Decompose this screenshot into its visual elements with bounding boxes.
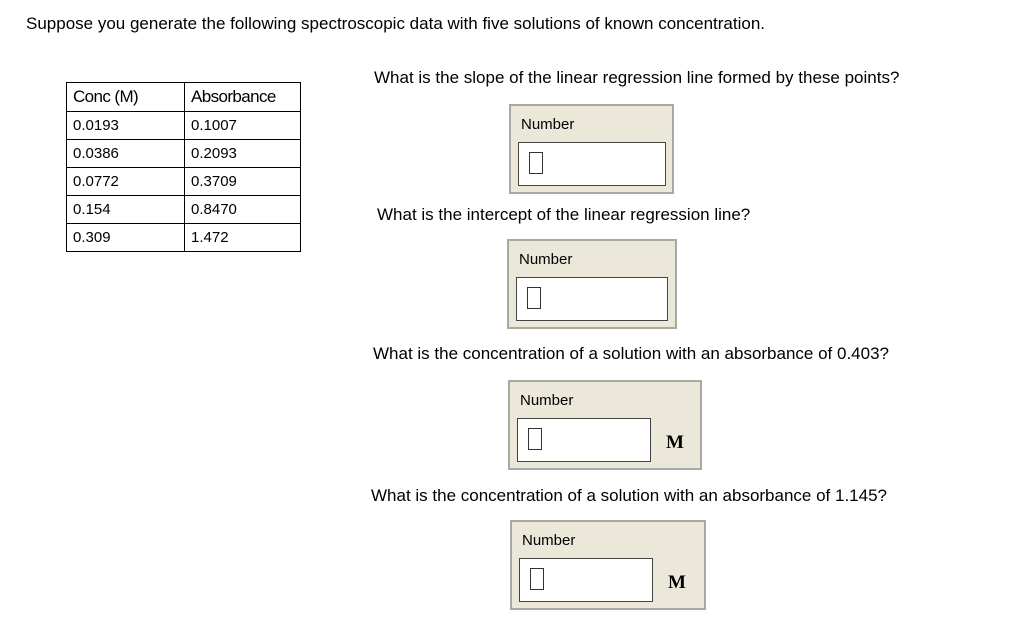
slope-number-label: Number [521,116,575,133]
question-concentration-1: What is the concentration of a solution with an absorbance of 0.403? [373,344,889,363]
cell-conc: 0.0193 [67,112,185,140]
slope-answer-box [509,104,674,194]
concentration-2-unit: M [668,572,686,593]
table-row [67,196,301,224]
table-row [67,140,301,168]
header-absorbance: Absorbance [185,83,301,112]
table-row [67,224,301,252]
cell-absorbance: 0.3709 [185,168,301,196]
question-slope: What is the slope of the linear regression line formed by these points? [374,68,900,87]
cell-absorbance: 1.472 [185,224,301,252]
concentration-1-number-label: Number [520,392,574,409]
intercept-input[interactable] [516,277,668,321]
table-header-row [67,83,301,112]
intercept-answer-box [507,239,677,329]
concentration-1-input[interactable] [517,418,651,462]
concentration-1-unit: M [666,432,684,453]
text-cursor-icon [530,568,544,590]
table-row [67,112,301,140]
question-intercept: What is the intercept of the linear regression line? [377,205,751,224]
concentration-1-answer-box [508,380,702,470]
intercept-number-label: Number [519,251,573,268]
cell-absorbance: 0.2093 [185,140,301,168]
cell-conc: 0.309 [67,224,185,252]
concentration-2-answer-box [510,520,706,610]
cell-conc: 0.154 [67,196,185,224]
data-table [66,82,301,252]
concentration-2-number-label: Number [522,532,576,549]
intro-text: Suppose you generate the following spectroscopic data with five solutions of known concentration. [26,14,766,33]
text-cursor-icon [529,152,543,174]
table-row [67,168,301,196]
text-cursor-icon [528,428,542,450]
concentration-2-input[interactable] [519,558,653,602]
slope-input[interactable] [518,142,666,186]
cell-conc: 0.0772 [67,168,185,196]
question-concentration-2: What is the concentration of a solution with an absorbance of 1.145? [371,486,887,505]
text-cursor-icon [527,287,541,309]
header-conc: Conc (M) [67,83,185,112]
cell-conc: 0.0386 [67,140,185,168]
cell-absorbance: 0.1007 [185,112,301,140]
cell-absorbance: 0.8470 [185,196,301,224]
